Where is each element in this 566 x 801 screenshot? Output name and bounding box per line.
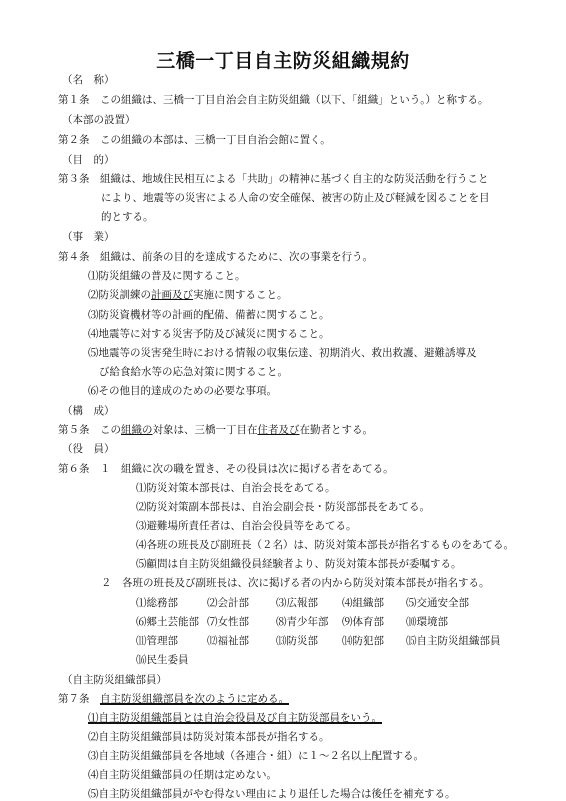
article-7 bbox=[58, 692, 289, 706]
article-3-line-3: 的とする。 bbox=[101, 211, 154, 223]
member-rule-4: ⑷自主防災組織部員の任期は定めない。 bbox=[88, 769, 277, 781]
heading-purpose: （目 的） bbox=[62, 154, 115, 166]
heading-composition: （構 成） bbox=[62, 405, 115, 417]
article-3-line-1: 第３条 組織は、地域住民相互による「共助」の精神に基づく自主的な防災活動を行うこと bbox=[58, 173, 489, 185]
unit-item: ⑶広報部 bbox=[276, 597, 318, 609]
business-item-5-line-1: ⑸地震等の災害発生時における情報の収集伝達、初期消火、救出救護、避難誘導及 bbox=[88, 347, 477, 359]
heading-officers: （役 員） bbox=[62, 443, 115, 455]
business-item-2-a: ⑵防災訓練の bbox=[88, 289, 151, 301]
unit-item: ⑿福祉部 bbox=[207, 635, 249, 647]
officer-role-3: ⑶避難場所責任者は、自治会役員等をあてる。 bbox=[136, 520, 357, 532]
business-item-2 bbox=[88, 288, 288, 302]
article-5-c: 対象は、三橋一丁目在 bbox=[152, 424, 258, 436]
officer-role-1: ⑴防災対策本部長は、自治会長をあてる。 bbox=[136, 482, 336, 494]
unit-item: ⒀防災部 bbox=[276, 635, 318, 647]
officer-role-4: ⑷各班の班長及び副班長（２名）は、防災対策本部長が指名するものをあてる。 bbox=[136, 539, 514, 551]
business-item-1: ⑴防災組織の普及に関すること。 bbox=[88, 270, 246, 282]
heading-members: （自主防災組織部員） bbox=[62, 674, 167, 686]
business-item-2-b: 計画及び bbox=[151, 289, 193, 301]
article-5-b: 組織の bbox=[121, 424, 153, 436]
unit-item: ⑻青少年部 bbox=[276, 616, 329, 628]
heading-hq: （本部の設置） bbox=[62, 114, 136, 126]
page-title: 三橋一丁目自主防災組織規約 bbox=[156, 50, 410, 72]
member-rule-3: ⑶自主防災組織部員を各地域（各連合・組）に１～２名以上配置する。 bbox=[88, 750, 424, 762]
member-rule-5: ⑸自主防災組織部員がやむ得ない理由により退任した場合は後任を補充する。 bbox=[88, 788, 456, 800]
heading-business: （事 業） bbox=[62, 231, 115, 243]
member-rule-1: ⑴自主防災組織部員とは自治会役員及び自主防災部員をいう。 bbox=[88, 712, 382, 724]
unit-item: ⒁防犯部 bbox=[342, 635, 384, 647]
unit-item: ⒃民生委員 bbox=[136, 654, 189, 666]
article-3-line-2: により、地震等の災害による人命の安全確保、被害の防止及び軽減を図ることを目 bbox=[101, 192, 490, 204]
article-5 bbox=[58, 423, 373, 437]
article-2: 第２条 この組織の本部は、三橋一丁目自治会館に置く。 bbox=[58, 134, 331, 146]
business-item-4: ⑷地震等に対する災害予防及び減災に関すること。 bbox=[88, 328, 330, 340]
unit-item: ⑾管理部 bbox=[136, 635, 178, 647]
article-5-a: 第５条 この bbox=[58, 424, 121, 436]
article-6-para-1: 第６条 １ 組織に次の職を置き、その役員は次に掲げる者をあてる。 bbox=[58, 463, 394, 475]
unit-item: ⑸交通安全部 bbox=[406, 597, 469, 609]
unit-item: ⑴総務部 bbox=[136, 597, 178, 609]
article-5-e: 在勤者とする。 bbox=[299, 424, 373, 436]
business-item-6: ⑹その他目的達成のための必要な事項。 bbox=[88, 385, 277, 397]
unit-item: ⑺女性部 bbox=[207, 616, 249, 628]
unit-item: ⑵会計部 bbox=[207, 597, 249, 609]
article-7-a: 第７条 bbox=[58, 693, 100, 705]
member-rule-2: ⑵自主防災組織部員は防災対策本部長が指名する。 bbox=[88, 731, 330, 743]
officer-role-2: ⑵防災対策副本部長は、自治会副会長・防災部部長をあてる。 bbox=[136, 501, 430, 513]
business-item-5-line-2: び給食給水等の応急対策に関すること。 bbox=[99, 366, 288, 378]
article-5-d: 住者及び bbox=[257, 424, 300, 436]
unit-item: ⑼体育部 bbox=[342, 616, 384, 628]
officer-role-5: ⑸顧問は自主防災組織役員経験者より、防災対策本部長が委嘱する。 bbox=[136, 558, 462, 570]
business-item-2-c: 実施に関すること。 bbox=[193, 289, 288, 301]
article-1: 第１条 この組織は、三橋一丁目自治会自主防災組織（以下、「組織」という。）と称する。 bbox=[58, 94, 489, 106]
business-item-3: ⑶防災資機材等の計画的配備、備蓄に関すること。 bbox=[88, 309, 330, 321]
unit-item: ⑷組織部 bbox=[342, 597, 384, 609]
article-7-b: 自主防災組織部員を次のように定める。 bbox=[100, 693, 289, 705]
unit-item: ⒂自主防災組織部員 bbox=[406, 635, 501, 647]
article-4: 第４条 組織は、前条の目的を達成するために、次の事業を行う。 bbox=[58, 251, 373, 263]
unit-item: ⑹郷土芸能部 bbox=[136, 616, 199, 628]
heading-name: （名 称） bbox=[62, 74, 115, 86]
article-6-para-2: ２ 各班の班長及び副班長は、次に掲げる者の内から防災対策本部長が指名する。 bbox=[101, 577, 490, 589]
unit-item: ⑽環境部 bbox=[406, 616, 448, 628]
